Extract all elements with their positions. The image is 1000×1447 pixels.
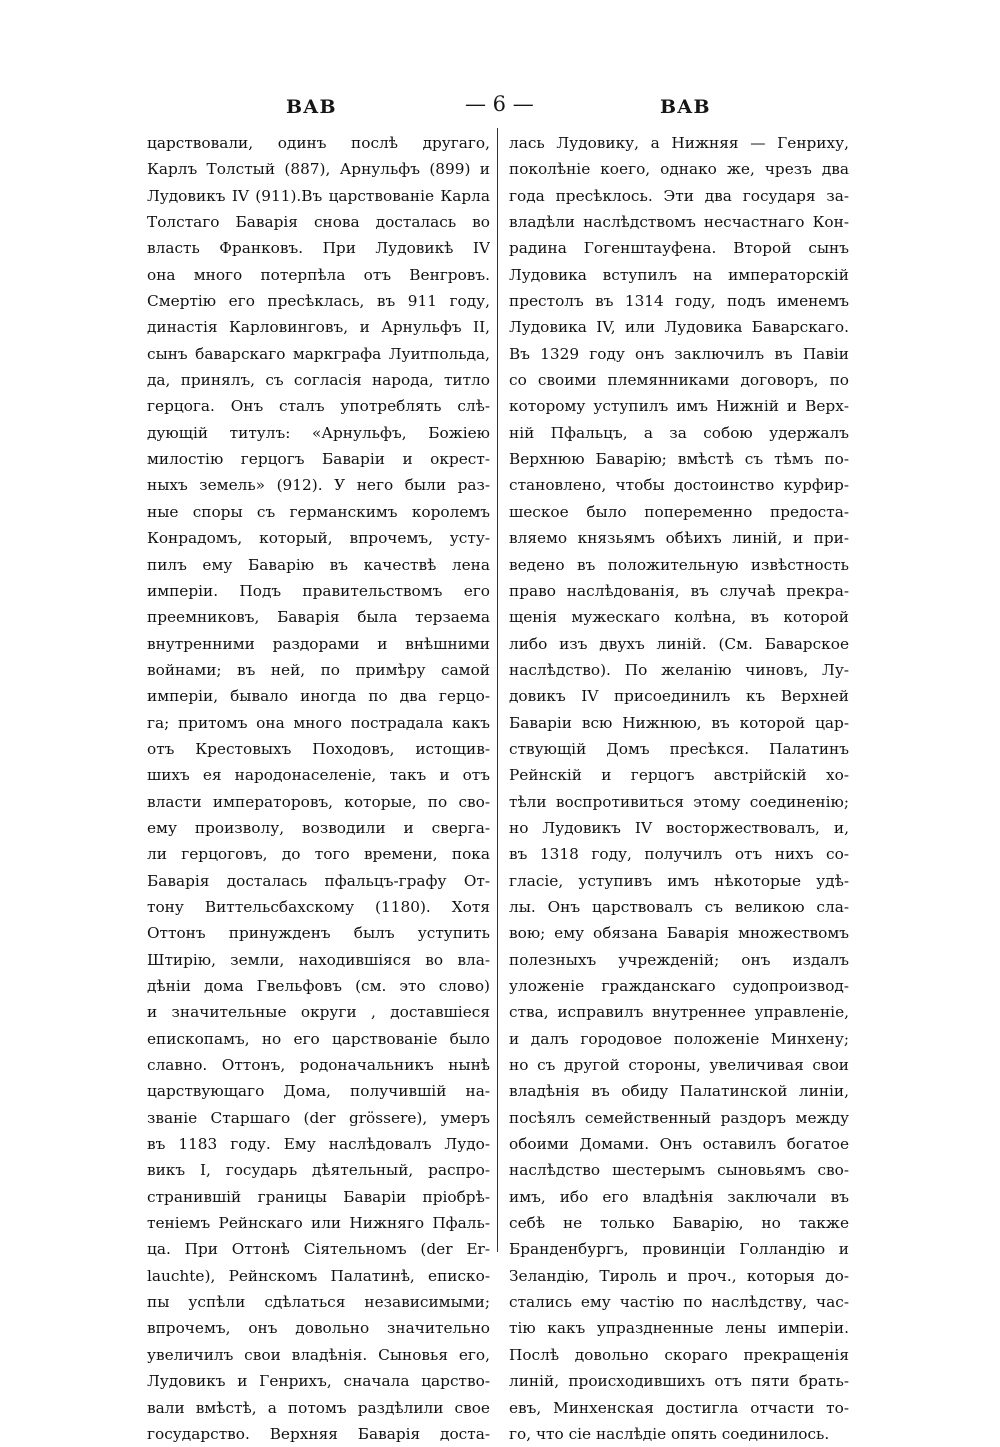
text-line: Толстаго Баварія снова досталась во: [147, 213, 490, 232]
text-line: теніемъ Рейнскаго или Нижняго Пфаль-: [147, 1214, 490, 1233]
text-line: владѣли наслѣдствомъ несчастнаго Кон-: [509, 213, 849, 232]
text-line: ній Пфальцъ, а за собою удержалъ: [509, 423, 849, 442]
text-line: званіе Старшаго (der grössere), умеръ: [147, 1108, 490, 1127]
text-line: ца. При Оттонѣ Сіятельномъ (der Er-: [147, 1240, 490, 1259]
text-line: Лудовика IV, или Лудовика Баварскаго.: [509, 318, 849, 337]
text-line: радина Гогенштауфена. Второй сынъ: [509, 239, 849, 258]
text-line: шихъ ея народонаселеніе, такъ и отъ: [147, 766, 490, 785]
text-line: да, принялъ, съ согласія народа, титло: [147, 371, 490, 390]
text-line: полезныхъ учрежденій; онъ издалъ: [509, 950, 849, 969]
text-line: щенія мужескаго колѣна, въ которой: [509, 608, 849, 627]
text-line: вляемо князьямъ обѣихъ линій, и при-: [509, 529, 849, 548]
text-line: Рейнскій и герцогъ австрійскій хо-: [509, 766, 849, 785]
text-line: ли герцоговъ, до того времени, пока: [147, 845, 490, 864]
text-line: странившій границы Баваріи пріобрѣ-: [147, 1187, 490, 1206]
text-line: и значительные округи , доставшіеся: [147, 1003, 490, 1022]
header-right-keyword: ВАВ: [660, 96, 711, 118]
text-line: имперіи, бывало иногда по два герцо-: [147, 687, 490, 706]
text-line: Штирію, земли, находившіяся во вла-: [147, 950, 490, 969]
text-line: царствующаго Дома, получившій на-: [147, 1082, 490, 1101]
text-line: войнами; въ ней, по примѣру самой: [147, 660, 490, 679]
page-number: — 6 —: [465, 92, 534, 116]
text-line: ствующій Домъ пресѣкся. Палатинъ: [509, 739, 849, 758]
text-line: славно. Оттонъ, родоначальникъ нынѣ: [147, 1056, 490, 1075]
text-line: преемниковъ, Баварія была терзаема: [147, 608, 490, 627]
text-line: викъ I, государь дѣятельный, распро-: [147, 1161, 490, 1180]
text-line: Баварія досталась пфальцъ-графу От-: [147, 871, 490, 890]
text-line: наслѣдство шестерымъ сыновьямъ сво-: [509, 1161, 849, 1180]
text-line: дѣніи дома Гвельфовъ (см. это слово): [147, 977, 490, 995]
text-line: владѣнія въ обиду Палатинской линіи,: [509, 1082, 849, 1101]
text-line: династія Карловинговъ, и Арнульфъ II,: [147, 318, 490, 337]
text-line: Оттонъ принужденъ былъ уступить: [147, 924, 490, 943]
text-line: имперіи. Подъ правительствомъ его: [147, 581, 490, 600]
text-line: ные споры съ германскимъ королемъ: [147, 502, 490, 521]
text-line: Баваріи всю Нижнюю, въ которой цар-: [509, 713, 849, 732]
text-line: линій, происходившихъ отъ пяти брать-: [509, 1372, 849, 1391]
text-line: вою; ему обязана Баварія множествомъ: [509, 924, 849, 943]
text-line: дующій титулъ: «Арнульфъ, Божіею: [147, 423, 490, 442]
text-line: въ 1183 году. Ему наслѣдовалъ Лудо-: [147, 1135, 490, 1154]
text-line: лы. Онъ царствовалъ съ великою сла-: [509, 897, 849, 916]
text-line: довикъ IV присоединилъ къ Верхней: [509, 687, 849, 706]
right-text-column: [509, 130, 849, 1443]
text-line: которому уступилъ имъ Нижній и Верх-: [509, 397, 849, 416]
text-line: власть Франковъ. При Лудовикѣ IV: [147, 239, 490, 258]
text-line: герцога. Онъ сталъ употреблять слѣ-: [147, 397, 490, 416]
text-line: Конрадомъ, который, впрочемъ, усту-: [147, 529, 490, 548]
text-line: евъ, Минхенская достигла отчасти то-: [509, 1398, 849, 1417]
text-line: га; притомъ она много пострадала какъ: [147, 713, 490, 732]
text-line: Бранденбургъ, провинціи Голландію и: [509, 1240, 849, 1259]
text-line: ведено въ положительную извѣстность: [509, 555, 849, 574]
header-left-keyword: ВАВ: [286, 96, 337, 118]
text-line: становлено, чтобы достоинство курфир-: [509, 476, 849, 495]
text-line: но съ другой стороны, увеличивая свои: [509, 1056, 849, 1075]
text-line: тону Виттельсбахскому (1180). Хотя: [147, 897, 490, 916]
text-line: внутренними раздорами и внѣшними: [147, 634, 490, 653]
text-line: стались ему частію по наслѣдству, час-: [509, 1293, 849, 1312]
text-line: она много потерпѣла отъ Венгровъ.: [147, 265, 490, 284]
text-line: имъ, ибо его владѣнія заключали въ: [509, 1187, 849, 1206]
text-line: Верхнюю Баварію; вмѣстѣ съ тѣмъ по-: [509, 450, 849, 469]
text-line: шеское было попеременно предоста-: [509, 502, 849, 521]
text-line: Смертію его пресѣклась, въ 911 году,: [147, 292, 490, 311]
text-line: обоими Домами. Онъ оставилъ богатое: [509, 1135, 849, 1154]
text-line: но Лудовикъ IV восторжествовалъ, и,: [509, 818, 849, 837]
text-line: Лудовикъ IV (911).Въ царствованіе Карла: [147, 186, 490, 205]
text-line: пы успѣли сдѣлаться независимыми;: [147, 1293, 490, 1312]
text-line: право наслѣдованія, въ случаѣ прекра-: [509, 581, 849, 600]
text-line: себѣ не только Баварію, но также: [509, 1214, 849, 1233]
text-line: и далъ городовое положеніе Минхену;: [509, 1029, 849, 1048]
text-line: Карлъ Толстый (887), Арнульфъ (899) и: [147, 160, 490, 179]
text-line: епископамъ, но его царствованіе было: [147, 1029, 490, 1048]
text-line: тію какъ упраздненные лены имперіи.: [509, 1319, 849, 1338]
text-line: престолъ въ 1314 году, подъ именемъ: [509, 292, 849, 311]
text-line: впрочемъ, онъ довольно значительно: [147, 1319, 490, 1338]
text-line: гласіе, уступивъ имъ нѣкоторые удѣ-: [509, 871, 849, 890]
text-line: уложеніе гражданскаго судопроизвод-: [509, 977, 849, 995]
left-text-column: [147, 130, 490, 1443]
text-line: Зеландію, Тироль и проч., которыя до-: [509, 1266, 849, 1285]
column-divider: [497, 128, 498, 1252]
text-line: царствовали, одинъ послѣ другаго,: [147, 134, 490, 152]
text-line: Послѣ довольно скораго прекращенія: [509, 1345, 849, 1364]
text-line: милостію герцогъ Баваріи и окрест-: [147, 450, 490, 469]
text-line: сынъ баварскаго маркграфа Луитпольда,: [147, 344, 490, 363]
text-line: со своими племянниками договоръ, по: [509, 371, 849, 390]
text-line: лась Лудовику, а Нижняя — Генриху,: [509, 134, 849, 152]
text-line: пилъ ему Баварію въ качествѣ лена: [147, 555, 490, 574]
text-line: тѣли воспротивиться этому соединенію;: [509, 792, 849, 811]
text-line: ства, исправилъ внутреннее управленіе,: [509, 1003, 849, 1022]
text-line: отъ Крестовыхъ Походовъ, истощив-: [147, 739, 490, 758]
text-line: го, что сіе наслѣдіе опять соединилось.: [509, 1424, 830, 1443]
text-line: власти императоровъ, которые, по сво-: [147, 792, 490, 811]
text-line: увеличилъ свои владѣнія. Сыновья его,: [147, 1345, 490, 1364]
text-line: наслѣдство). По желанію чиновъ, Лу-: [509, 660, 849, 679]
text-line: ныхъ земель» (912). У него были раз-: [147, 476, 490, 495]
text-line: Лудовика вступилъ на императорскій: [509, 265, 849, 284]
text-line: въ 1318 году, получилъ отъ нихъ со-: [509, 845, 849, 864]
text-line: поколѣніе коего, однако же, чрезъ два: [509, 160, 849, 179]
text-line: года пресѣклось. Эти два государя за-: [509, 186, 849, 205]
running-header: [150, 92, 850, 122]
text-line: посѣялъ семейственный раздоръ между: [509, 1108, 849, 1127]
text-line: вали вмѣстѣ, а потомъ раздѣлили свое: [147, 1398, 490, 1417]
text-line: ему произволу, возводили и сверга-: [147, 818, 490, 837]
text-line: lauchte), Рейнскомъ Палатинѣ, еписко-: [147, 1266, 490, 1285]
text-line: Въ 1329 году онъ заключилъ въ Павіи: [509, 344, 849, 363]
text-line: государство. Верхняя Баварія доста-: [147, 1424, 490, 1443]
text-line: Лудовикъ и Генрихъ, сначала царство-: [147, 1372, 490, 1391]
text-line: либо изъ двухъ линій. (См. Баварское: [509, 634, 849, 653]
